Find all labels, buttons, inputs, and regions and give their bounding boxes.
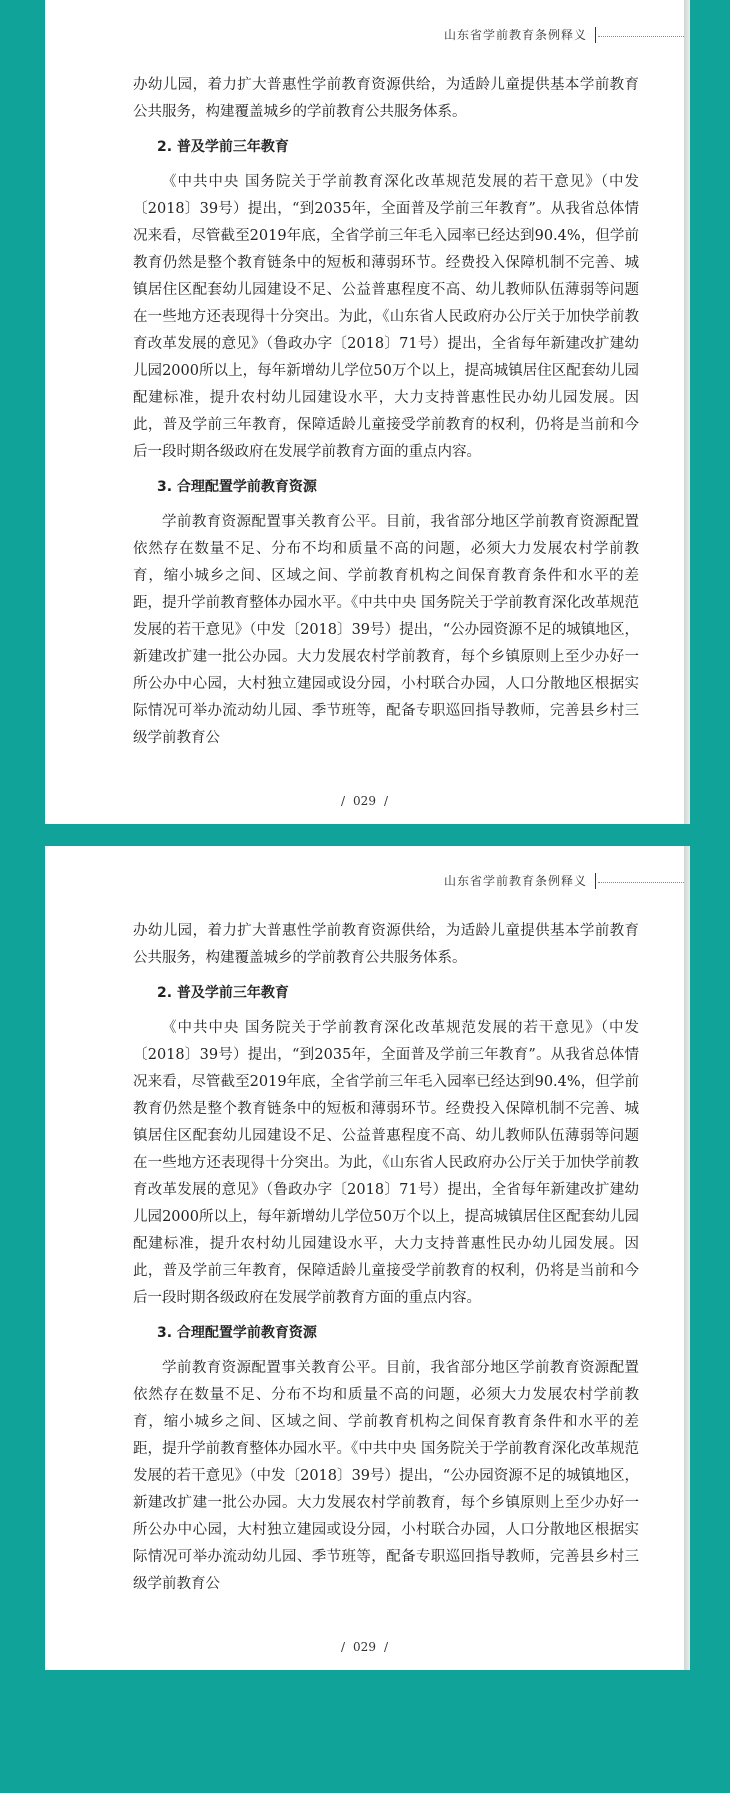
paragraph-2: 《中共中央 国务院关于学前教育深化改革规范发展的若干意见》（中发〔2018〕39号）提出，“到2035年，全面普及学前三年教育”。从我省总体情况来看，尽管截至2019年底，全省学前三年毛入园率已经达到90.4%，但学前教育仍然是整个教育链条中的短板和薄弱环节。经费投入保障机制不完善、城镇居住区配套幼儿园建设不足、公益普惠程度不高、幼儿教师队伍薄弱等问题在一些地方还表现得十分突出。为此，《山东省人民政府办公厅关于加快学前教育改革发展的意见》（鲁政办字〔2018〕71号）提出，全省每年新建改扩建幼儿园2000所以上，每年新增幼儿学位50万个以上，提高城镇居住区配套幼儿园配建标准，提升农村幼儿园建设水平，大力支持普惠性民办幼儿园发展。因此，普及学前三年教育，保障适龄儿童接受学前教育的权利，仍将是当前和今后一段时期各级政府在发展学前教育方面的重点内容。 [133,1020,639,1306]
paragraph-intro: 办幼儿园，着力扩大普惠性学前教育资源供给，为适龄儿童提供基本学前教育公共服务，构建覆盖城乡的学前教育公共服务体系。 [133,923,639,966]
folio-slash-right: / [383,794,388,808]
running-head-rule [598,36,684,37]
running-head: 山东省学前教育条例释义 [444,873,596,889]
paragraph-intro: 办幼儿园，着力扩大普惠性学前教育资源供给，为适龄儿童提供基本学前教育公共服务，构建覆盖城乡的学前教育公共服务体系。 [133,77,639,120]
paragraph-3: 学前教育资源配置事关教育公平。目前，我省部分地区学前教育资源配置依然存在数量不足、分布不均和质量不高的问题，必须大力发展农村学前教育，缩小城乡之间、区域之间、学前教育机构之间保育教育条件和水平的差距，提升学前教育整体办园水平。《中共中央 国务院关于学前教育深化改革规范发展的若干意见》（中发〔2018〕39号）提出，“公办园资源不足的城镇地区，新建改扩建一批公办园。大力发展农村学前教育，每个乡镇原则上至少办好一所公办中心园，大村独立建园或设分园，小村联合办园，人口分散地区根据实际情况可举办流动幼儿园、季节班等，配备专职巡回指导教师，完善县乡村三级学前教育公 [133,1360,639,1592]
page-edge [684,0,690,824]
page-number-value: 029 [353,1640,376,1654]
page-number [45,794,684,808]
page-body [133,72,639,752]
running-head: 山东省学前教育条例释义 [444,27,596,43]
section-heading-2: 2. 普及学前三年教育 [157,985,289,1001]
page-edge [684,846,690,1670]
section-heading-2: 2. 普及学前三年教育 [157,139,289,155]
book-page-2 [45,846,684,1670]
running-head-rule [598,882,684,883]
paragraph-2: 《中共中央 国务院关于学前教育深化改革规范发展的若干意见》（中发〔2018〕39号）提出，“到2035年，全面普及学前三年教育”。从我省总体情况来看，尽管截至2019年底，全省学前三年毛入园率已经达到90.4%，但学前教育仍然是整个教育链条中的短板和薄弱环节。经费投入保障机制不完善、城镇居住区配套幼儿园建设不足、公益普惠程度不高、幼儿教师队伍薄弱等问题在一些地方还表现得十分突出。为此，《山东省人民政府办公厅关于加快学前教育改革发展的意见》（鲁政办字〔2018〕71号）提出，全省每年新建改扩建幼儿园2000所以上，每年新增幼儿学位50万个以上，提高城镇居住区配套幼儿园配建标准，提升农村幼儿园建设水平，大力支持普惠性民办幼儿园发展。因此，普及学前三年教育，保障适龄儿童接受学前教育的权利，仍将是当前和今后一段时期各级政府在发展学前教育方面的重点内容。 [133,174,639,460]
folio-slash-left: / [341,794,346,808]
page-body [133,918,639,1598]
section-heading-3: 3. 合理配置学前教育资源 [157,1325,317,1341]
folio-slash-left: / [341,1640,346,1654]
book-page-1 [45,0,684,824]
section-heading-3: 3. 合理配置学前教育资源 [157,479,317,495]
page-number [45,1640,684,1654]
folio-slash-right: / [383,1640,388,1654]
paragraph-3: 学前教育资源配置事关教育公平。目前，我省部分地区学前教育资源配置依然存在数量不足、分布不均和质量不高的问题，必须大力发展农村学前教育，缩小城乡之间、区域之间、学前教育机构之间保育教育条件和水平的差距，提升学前教育整体办园水平。《中共中央 国务院关于学前教育深化改革规范发展的若干意见》（中发〔2018〕39号）提出，“公办园资源不足的城镇地区，新建改扩建一批公办园。大力发展农村学前教育，每个乡镇原则上至少办好一所公办中心园，大村独立建园或设分园，小村联合办园，人口分散地区根据实际情况可举办流动幼儿园、季节班等，配备专职巡回指导教师，完善县乡村三级学前教育公 [133,514,639,746]
page-number-value: 029 [353,794,376,808]
